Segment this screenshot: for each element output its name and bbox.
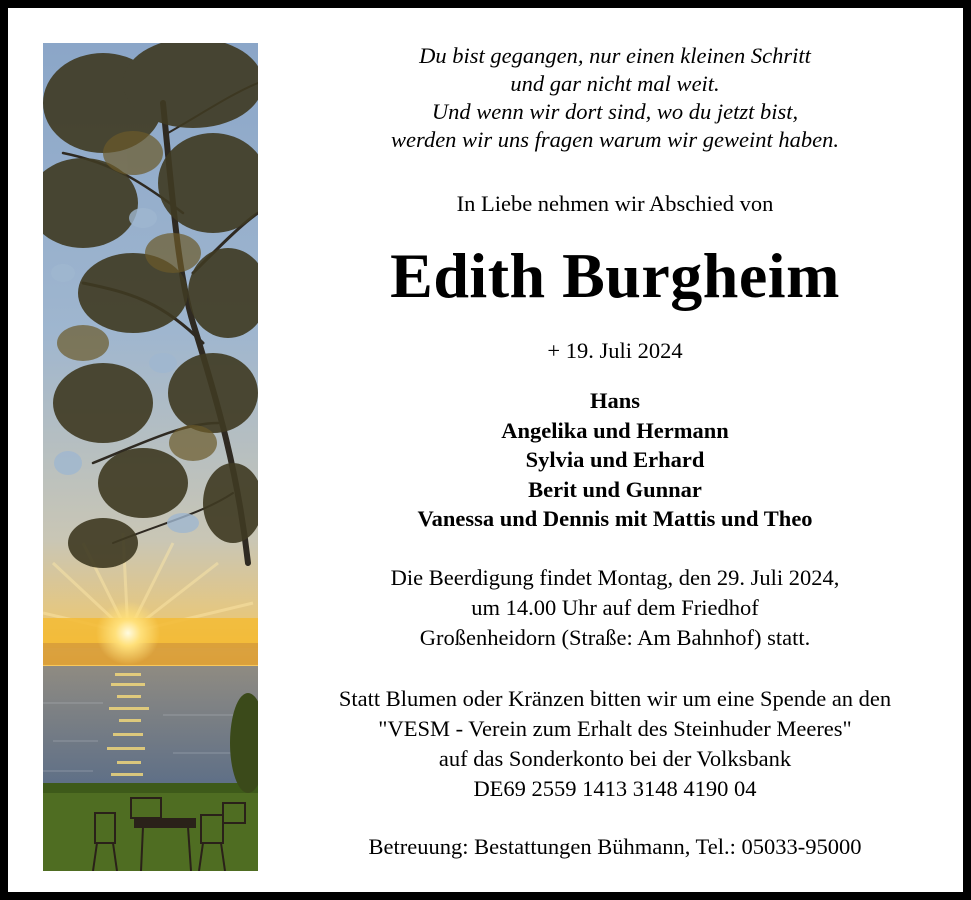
funeral-line: Die Beerdigung findet Montag, den 29. Juli 2024, xyxy=(390,564,840,590)
donation-info xyxy=(278,684,952,804)
family-member: Vanessa und Dennis mit Mattis und Theo xyxy=(417,506,813,531)
poem-line: Und wenn wir dort sind, wo du jetzt bist, xyxy=(431,99,799,124)
death-date: + 19. Juli 2024 xyxy=(547,338,683,363)
poem-line: und gar nicht mal weit. xyxy=(510,71,720,96)
family-member: Sylvia und Erhard xyxy=(525,447,705,472)
farewell-intro: In Liebe nehmen wir Abschied von xyxy=(456,191,774,216)
funeral-line: um 14.00 Uhr auf dem Friedhof xyxy=(471,594,759,620)
family-member: Angelika und Hermann xyxy=(501,417,729,443)
deceased-name: Edith Burgheim xyxy=(390,240,840,311)
donation-line: auf das Sonderkonto bei der Volksbank xyxy=(438,745,792,771)
poem-line: werden wir uns fragen warum wir geweint haben. xyxy=(391,127,839,152)
sunset-lake-photo xyxy=(43,43,258,871)
family-list xyxy=(278,386,952,534)
poem-line: Du bist gegangen, nur einen kleinen Schritt xyxy=(419,43,811,68)
poem xyxy=(278,42,952,154)
donation-line: "VESM - Verein zum Erhalt des Steinhuder Meeres" xyxy=(378,715,852,741)
sunset-lake-illustration xyxy=(43,43,258,871)
donation-line: Statt Blumen oder Kränzen bitten wir um eine Spende an den xyxy=(338,685,892,711)
obituary-text xyxy=(278,42,952,862)
family-member: Berit und Gunnar xyxy=(528,476,702,502)
donation-iban: DE69 2559 1413 3148 4190 04 xyxy=(473,775,757,801)
funeral-info xyxy=(278,563,952,653)
funeral-line: Großenheidorn (Straße: Am Bahnhof) statt. xyxy=(419,624,811,650)
family-member: Hans xyxy=(589,388,641,413)
funeral-home-contact: Betreuung: Bestattungen Bühmann, Tel.: 05033-95000 xyxy=(368,833,862,859)
